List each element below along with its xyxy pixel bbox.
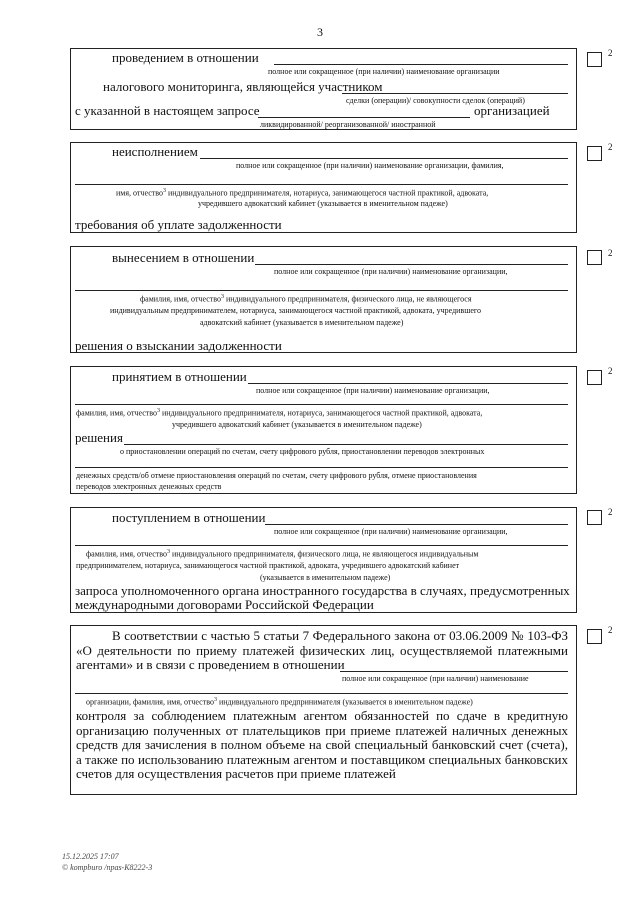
block2-hint3: учредившего адвокатский кабинет (указывается в именительном падеже) xyxy=(198,199,448,208)
block4-field-line3 xyxy=(124,444,568,445)
block5-tail2: международными договорами Российской Федерации xyxy=(75,597,374,612)
block2-lead: неисполнением xyxy=(112,144,198,159)
block2-tail: требования об уплате задолженности xyxy=(75,217,282,232)
block1-note: 2 xyxy=(608,48,613,58)
block3-hint2: фамилия, имя, отчество$^3$ индивидуального предпринимателя, физического лица, не являющегося xyxy=(140,294,472,304)
block1-hint3: ликвидированной/ реорганизованной/ иностранной xyxy=(260,120,436,129)
block4-hint2: фамилия, имя, отчество$^3$ индивидуального предпринимателя, нотариуса, занимающегося частной практикой, адвоката, xyxy=(76,408,483,418)
footer-date: 15.12.2025 17:07 xyxy=(62,852,119,861)
block2-field-line xyxy=(200,158,568,159)
block6-hint2: организации, фамилия, имя, отчество$^3$ индивидуального предпринимателя (указывается в именительном падеже) xyxy=(86,697,473,707)
footer-source: © kompburo /npas-K8222-3 xyxy=(62,863,153,872)
block5-hint1: полное или сокращенное (при наличии) наименование организации, xyxy=(274,527,508,536)
block1-lead: проведением в отношении xyxy=(112,50,259,65)
block6-hint1: полное или сокращенное (при наличии) наименование xyxy=(342,674,529,683)
block1-hint2: сделки (операции)/ совокупности сделок (операций) xyxy=(346,96,525,105)
block3-hint3: индивидуальным предпринимателем, нотариуса, занимающегося частной практикой, адвоката, учредившего xyxy=(110,306,481,315)
block5-hint2: фамилия, имя, отчество$^3$ индивидуального предпринимателя, физического лица, не являющегося индивидуальным xyxy=(86,549,479,559)
block4-note: 2 xyxy=(608,366,613,376)
block1-line3-end: организацией xyxy=(474,103,550,118)
block2-note: 2 xyxy=(608,142,613,152)
block6-paragraph-b: контроля за соблюдением платежным агентом обязанностей по сдаче в кредитную организацию полученных от плательщиков при приеме платежей наличных денежных средств для зачисления в полном объеме на свой специальный банковский счет (счета), а также по использованию платежным агентом и поставщиком специальных банковских счетов для осуществления расчетов при приеме платежей xyxy=(76,708,568,781)
block6-note: 2 xyxy=(608,625,613,635)
block5-field-line xyxy=(265,524,568,525)
block1-line3: с указанной в настоящем запросе xyxy=(75,103,260,118)
block5-checkbox[interactable] xyxy=(587,510,602,525)
block2-hint2: имя, отчество$^3$ индивидуального предпринимателя, нотариуса, занимающегося частной практикой, адвоката, xyxy=(116,188,489,198)
block3-hint1: полное или сокращенное (при наличии) наименование организации, xyxy=(274,267,508,276)
block1-field-line xyxy=(274,64,568,65)
block2-field-line2 xyxy=(75,184,568,185)
block3-field-line2 xyxy=(75,290,568,291)
block3-field-line xyxy=(255,264,568,265)
block2-hint1: полное или сокращенное (при наличии) наименование организации, фамилия, xyxy=(236,161,504,170)
block4-lead: принятием в отношении xyxy=(112,369,247,384)
block1-field-line3 xyxy=(258,117,470,118)
block5-hint3: предпринимателем, нотариуса, занимающегося частной практикой, адвоката, учредившего адвокатский кабинет xyxy=(76,561,460,570)
block5-field-line2 xyxy=(75,545,568,546)
block4-word: решения xyxy=(75,430,123,445)
block3-lead: вынесением в отношении xyxy=(112,250,255,265)
block1-line2: налогового мониторинга, являющейся участником xyxy=(103,79,383,94)
block4-hint6: переводов электронных денежных средств xyxy=(76,482,222,491)
block2-checkbox[interactable] xyxy=(587,146,602,161)
block5-hint4: (указывается в именительном падеже) xyxy=(260,573,391,582)
block3-hint4: адвокатский кабинет (указывается в именительном падеже) xyxy=(200,318,404,327)
block6-field-line2 xyxy=(75,693,568,694)
block4-field-line4 xyxy=(75,467,568,468)
page-number: 3 xyxy=(317,25,323,39)
block1-hint1: полное или сокращенное (при наличии) наименование организации xyxy=(268,67,500,76)
block5-tail1: запроса уполномоченного органа иностранного государства в случаях, предусмотренных xyxy=(75,583,570,598)
block6-field-line xyxy=(340,671,568,672)
block4-checkbox[interactable] xyxy=(587,370,602,385)
block4-field-line xyxy=(248,383,568,384)
block4-hint1: полное или сокращенное (при наличии) наименование организации, xyxy=(256,386,490,395)
block3-tail: решения о взыскании задолженности xyxy=(75,338,282,353)
block4-hint4: о приостановлении операций по счетам, счету цифрового рубля, приостановлении переводов электронных xyxy=(120,447,485,456)
block6-checkbox[interactable] xyxy=(587,629,602,644)
block1-checkbox[interactable] xyxy=(587,52,602,67)
block4-hint5: денежных средств/об отмене приостановления операций по счетам, счету цифрового рубля, отмене приостановления xyxy=(76,471,477,480)
block4-hint3: учредившего адвокатский кабинет (указывается в именительном падеже) xyxy=(172,420,422,429)
block3-note: 2 xyxy=(608,248,613,258)
block4-field-line2 xyxy=(75,404,568,405)
block5-lead: поступлением в отношении xyxy=(112,510,266,525)
block5-note: 2 xyxy=(608,507,613,517)
block1-field-line2 xyxy=(342,93,568,94)
block6-paragraph-a: В соответствии с частью 5 статьи 7 Федерального закона от 03.06.2009 № 103-ФЗ «О деятельности по приему платежей физических лиц, осуществляемой платежными агентами» и в связи с проведением в отношении xyxy=(76,628,568,672)
block3-checkbox[interactable] xyxy=(587,250,602,265)
